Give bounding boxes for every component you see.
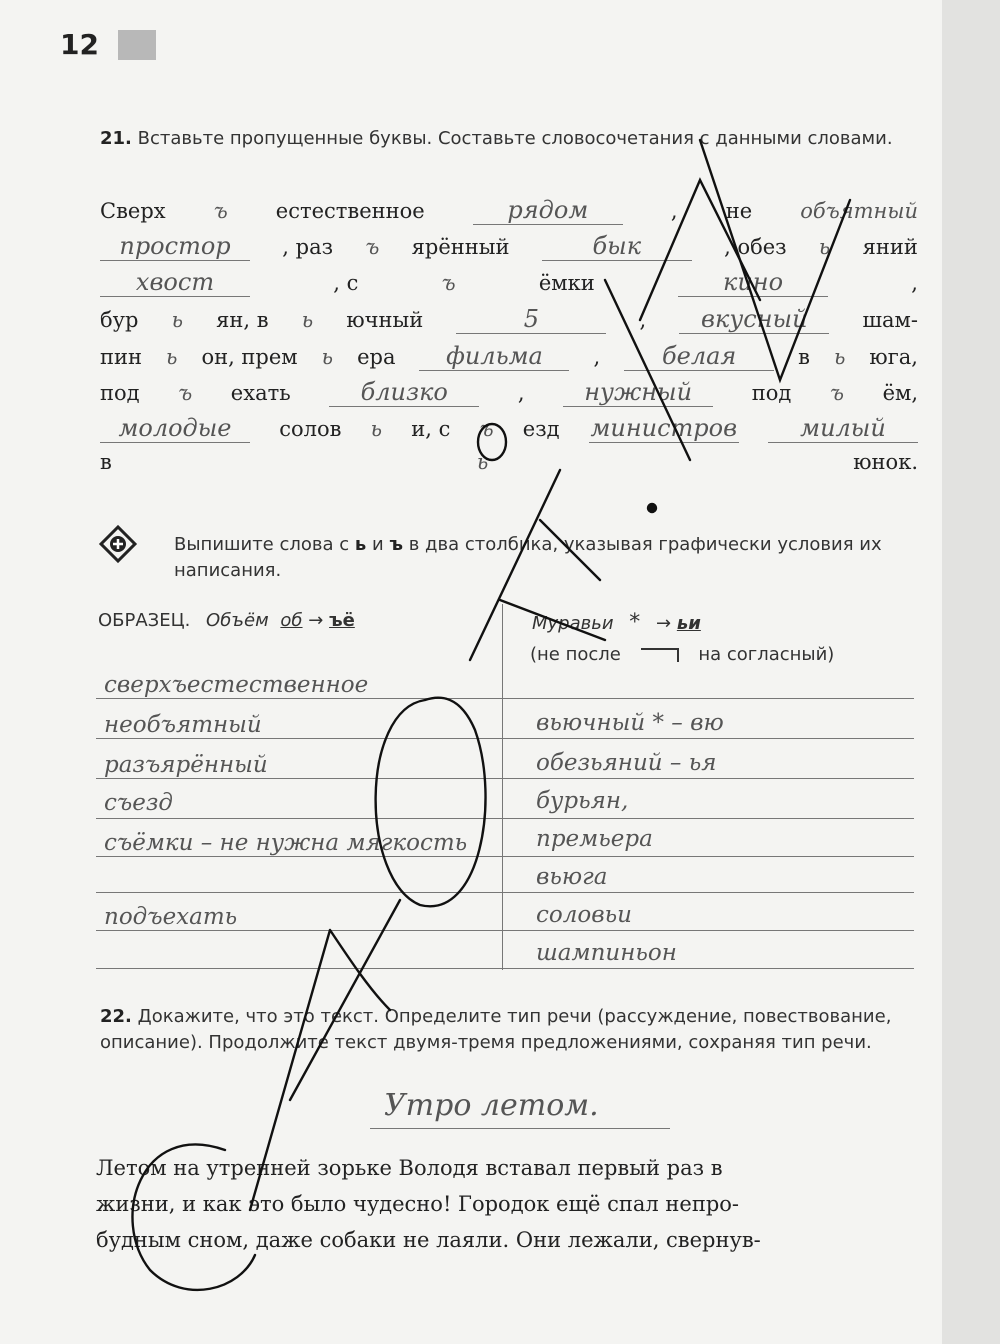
handwritten-letter: объятный	[800, 199, 918, 223]
handwritten-answer: бык	[542, 232, 692, 261]
left-column-word: съезд	[104, 790, 173, 816]
handwritten-letter: ъ	[213, 199, 228, 223]
printed-text: ,	[670, 199, 678, 223]
left-column-word: подъехать	[104, 904, 238, 930]
printed-text: шам-	[862, 308, 918, 332]
sample-left-result: ъё	[329, 610, 355, 631]
printed-text: езд	[522, 417, 560, 441]
right-column-word: премьера	[536, 826, 653, 852]
sample-note-1: (не после	[530, 644, 621, 665]
scribble-dot	[648, 504, 656, 512]
right-column-word: обезьяний – ья	[536, 750, 717, 776]
right-column-word: вьюга	[536, 864, 608, 890]
task-letter-soft: ь	[354, 534, 367, 555]
task-text-after: в два столбика, указывая графически условия их написания.	[174, 534, 882, 581]
printed-text: ярённый	[411, 235, 510, 259]
right-column-word: соловьи	[536, 902, 632, 928]
ex22-body-line-3: будным сном, даже собаки не лаяли. Они лежали, свернув-	[96, 1228, 761, 1252]
handwritten-answer: нужный	[563, 378, 713, 407]
printed-text: ехать	[230, 381, 291, 405]
printed-text: в	[798, 345, 810, 369]
handwritten-answer: министров	[590, 414, 738, 442]
handwritten-letter: ъ	[178, 381, 193, 405]
printed-text: , раз	[282, 235, 334, 259]
task-and: и	[372, 534, 384, 555]
left-column-word: сверхъестественное	[104, 672, 369, 698]
handwritten-answer: белая	[624, 342, 774, 371]
sample-left-part: об	[280, 610, 303, 631]
sample-right-word: Муравьи	[532, 613, 614, 634]
ex22-number: 22.	[100, 1006, 132, 1027]
printed-text: солов	[279, 417, 342, 441]
task-text-before: Выпишите слова с	[174, 534, 350, 555]
handwritten-letter: ь	[301, 308, 314, 332]
handwritten-letter: ъ	[479, 417, 494, 441]
printed-text: в	[100, 450, 112, 474]
printed-text: не	[725, 199, 753, 223]
right-column-word: вьючный * – вю	[536, 710, 724, 736]
handwritten-letter: ь	[171, 308, 184, 332]
printed-text: естественное	[275, 199, 425, 223]
printed-text: под	[100, 381, 140, 405]
left-column-word: разъярённый	[104, 752, 268, 778]
printed-text: юга,	[869, 345, 918, 369]
left-column-word: съёмки – не нужна мягкость	[104, 830, 468, 856]
handwritten-answer: милый	[768, 414, 918, 443]
sample-left-arrow: →	[308, 610, 324, 631]
handwritten-answer: фильма	[419, 342, 569, 371]
handwritten-letter: ь	[370, 417, 383, 441]
printed-text: ,	[639, 308, 647, 332]
sample-right-arrow: →	[656, 613, 672, 634]
handwritten-letter: ь	[321, 345, 334, 369]
ex21-instruction-text: Вставьте пропущенные буквы. Составьте словосочетания с данными словами.	[137, 128, 893, 149]
handwritten-letter: ъ	[829, 381, 844, 405]
handwritten-letter: ь	[166, 345, 178, 369]
printed-text: ,	[911, 271, 918, 295]
handwritten-answer: кино	[678, 268, 828, 297]
right-column-word: шампиньон	[536, 940, 677, 966]
handwritten-letter: ь	[818, 235, 831, 259]
scribble-letter-p	[250, 900, 400, 1210]
ex22-body-line-2: жизни, и как это было чудесно! Городок ещё спал непро-	[96, 1192, 740, 1216]
scribble-letter-o	[376, 698, 486, 907]
printed-text: яний	[862, 235, 918, 259]
ex21-number: 21.	[100, 128, 132, 149]
scribble-letter-s	[132, 1144, 255, 1289]
page-number: 12	[60, 28, 99, 61]
printed-text: пин	[100, 345, 142, 369]
handwritten-answer: хвост	[100, 268, 250, 297]
printed-text: ,	[593, 345, 601, 369]
ex22-handwritten-title: Утро летом.	[384, 1088, 599, 1123]
sample-label: ОБРАЗЕЦ.	[98, 610, 191, 631]
printed-text: под	[751, 381, 792, 405]
printed-text: ера	[357, 345, 396, 369]
sample-left-word: Объём	[206, 610, 269, 631]
handwritten-answer: близко	[329, 378, 479, 407]
printed-text: и, с	[411, 417, 451, 441]
handwritten-answer: рядом	[473, 196, 623, 225]
printed-text: ,	[517, 381, 525, 405]
handwritten-answer: молодые	[100, 414, 250, 443]
sample-right-result: ьи	[676, 613, 701, 634]
right-column-word: бурьян,	[536, 788, 629, 814]
ex22-instruction-text: Докажите, что это текст. Определите тип речи (рассуждение, повествование, описание). Продолжите текст двумя-тремя предложениями, сохраняя тип речи.	[100, 1006, 892, 1053]
printed-text: ёмки	[538, 271, 595, 295]
scribble-letter-a	[605, 180, 760, 460]
ex22-body-line-1: Летом на утренней зорьке Володя вставал первый раз в	[96, 1156, 723, 1180]
printed-text: ючный	[346, 308, 424, 332]
printed-text: , с	[333, 271, 359, 295]
handwritten-letter: ъ	[441, 271, 456, 295]
printed-text: ян, в	[216, 308, 269, 332]
handwritten-answer: вкусный	[679, 305, 829, 334]
handwritten-letter: ъ	[365, 235, 380, 259]
sample-note-2: на согласный)	[698, 644, 835, 665]
printed-text: бур	[100, 308, 139, 332]
printed-text: ём,	[882, 381, 918, 405]
printed-text: он, прем	[201, 345, 298, 369]
scribble-letter-i	[700, 140, 850, 380]
printed-text: , обез	[724, 235, 787, 259]
handwritten-letter: ь	[476, 450, 489, 474]
task-letter-hard: ъ	[389, 534, 403, 555]
scribble-letter-k	[470, 470, 605, 660]
handwritten-answer: 5	[456, 305, 606, 334]
scribble-loop-small	[478, 424, 506, 460]
handwritten-letter: ь	[833, 345, 846, 369]
printed-text: Сверх	[100, 199, 166, 223]
left-column-word: необъятный	[104, 712, 262, 738]
sample-right-symbol: *	[629, 610, 641, 635]
printed-text: юнок.	[853, 450, 918, 474]
handwritten-answer: простор	[100, 232, 250, 261]
